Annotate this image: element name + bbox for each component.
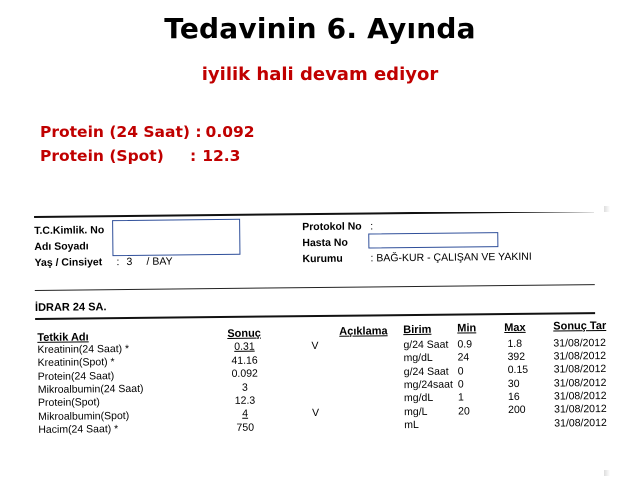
summary-sep: : [190, 147, 197, 165]
cell-unit: mg/24saat [403, 378, 453, 392]
summary-value: 0.092 [205, 123, 255, 141]
cell-result: 12.3 [234, 394, 256, 407]
redacted-name-box [112, 219, 240, 256]
gender-value: / BAY [146, 255, 173, 268]
kurum-label: Kurumu [302, 252, 343, 266]
cell-test: Kreatinin(24 Saat) * [37, 342, 130, 356]
section-rule-bottom [35, 312, 595, 320]
cell-date: 31/08/2012 [554, 416, 607, 430]
cell-max: 1.8 [507, 337, 523, 350]
cell-unit: mg/dL [403, 392, 434, 405]
cell-date: 31/08/2012 [553, 376, 607, 390]
cell-min: 24 [457, 351, 470, 364]
col-min: Min [457, 322, 477, 335]
cell-date: 31/08/2012 [553, 363, 607, 376]
cell-min: 1 [457, 391, 464, 404]
redacted-hasta-box [368, 232, 498, 248]
cell-unit: mg/L [404, 405, 428, 418]
protein-summary [40, 120, 255, 168]
cell-flag: V [312, 406, 320, 420]
lab-report-scan [30, 212, 610, 470]
cell-min: 20 [458, 404, 470, 418]
cell-date: 31/08/2012 [553, 389, 607, 403]
cell-max: 392 [507, 350, 526, 364]
top-rule [34, 212, 594, 218]
cell-date: 31/08/2012 [553, 349, 607, 363]
section-rule-top [35, 284, 595, 291]
col-max: Max [504, 321, 526, 335]
section-title: İDRAR 24 SA. [34, 301, 107, 314]
kurum-value: : BAĞ-KUR - ÇALIŞAN VE YAKINI [370, 250, 532, 265]
cell-test: Protein(Spot) [37, 396, 100, 410]
col-test: Tetkik Adı [37, 331, 89, 344]
cell-unit: g/24 Saat [403, 338, 449, 352]
summary-label: Protein (Spot) [40, 147, 164, 165]
hasta-label: Hasta No [302, 236, 348, 250]
col-note: Açıklama [339, 325, 388, 338]
protocol-label: Protokol No [302, 220, 362, 234]
age-sep: : [116, 256, 120, 269]
cell-min: 0 [457, 365, 464, 378]
cell-unit: mL [404, 419, 419, 432]
cell-result: 4 [242, 407, 249, 420]
cell-test: Mikroalbumin(Spot) [38, 409, 130, 423]
slide-subtitle: iyilik hali devam ediyor [201, 64, 439, 85]
col-result: Sonuç [227, 327, 261, 340]
summary-label: Protein (24 Saat) : [40, 123, 202, 141]
cell-result: 3 [241, 381, 248, 394]
cell-max: 200 [508, 404, 526, 417]
cell-result: 0.092 [231, 367, 258, 381]
name-label: Adı Soyadı [34, 240, 89, 253]
tc-label: T.C.Kimlik. No [34, 224, 105, 237]
cell-test: Mikroalbumin(24 Saat) [37, 382, 144, 396]
cell-date: 31/08/2012 [554, 403, 607, 416]
cell-test: Hacim(24 Saat) * [38, 423, 119, 437]
cell-min: 0.9 [457, 338, 473, 351]
cell-unit: mg/dL [403, 352, 433, 365]
cell-result: 750 [236, 421, 255, 434]
col-unit: Birim [403, 323, 432, 337]
slide-title: Tedavinin 6. Ayında [164, 12, 476, 45]
cell-test: Kreatinin(Spot) * [37, 356, 115, 370]
cell-date: 31/08/2012 [553, 336, 607, 350]
cell-result: 0.31 [234, 341, 255, 354]
cell-min: 0 [457, 378, 464, 391]
summary-row-spot [40, 144, 255, 168]
protocol-sep: : [370, 220, 374, 233]
cell-unit: g/24 Saat [403, 365, 449, 378]
age-value: 3 [126, 255, 133, 268]
cell-flag: V [311, 340, 319, 353]
cell-max: 0.15 [507, 364, 529, 377]
cell-max: 16 [507, 391, 520, 404]
summary-row-24h [40, 120, 255, 144]
cell-result: 41.16 [231, 354, 258, 367]
col-date: Sonuç Tar [553, 319, 607, 333]
cell-test: Protein(24 Saat) [37, 369, 115, 383]
summary-value: 12.3 [202, 147, 241, 165]
age-label: Yaş / Cinsiyet [34, 256, 103, 269]
cell-max: 30 [507, 377, 520, 390]
